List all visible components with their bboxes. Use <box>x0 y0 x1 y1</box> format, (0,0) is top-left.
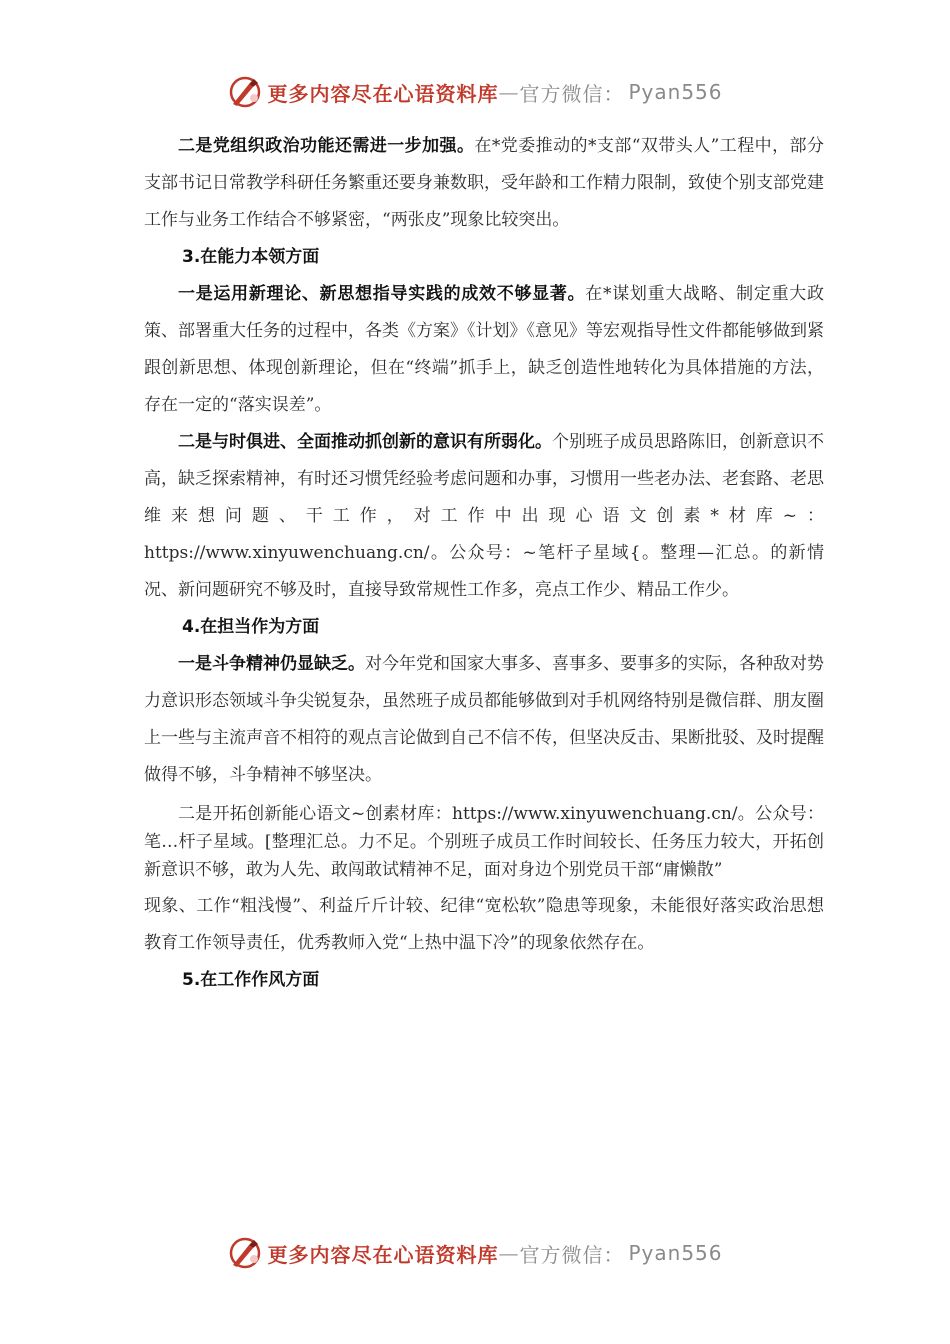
paragraph-lead: 二是党组织政治功能还需进一步加强。 <box>178 136 475 156</box>
paragraph-text: 在*党委推动的*支部“双带头人”工程中，部分支部书记日常教学科研任务繁重还要身兼数职，受年龄和工作精力限制，致使个别支部党建工作与业务工作结合不够紧密，“两张皮”现象比较突出。 <box>144 136 824 230</box>
paragraph <box>144 128 824 239</box>
paragraph: 二是开拓创新能心语文~创素材库：https://www.xinyuwenchuang.cn/。公众号：笔…杆子星域。[整理汇总。力不足。个别班子成员工作时间较长、任务压力较大，开拓创新意识不够，敢为人先、敢闯敢试精神不足，面对身边个别党员干部“庸懒散” <box>144 804 824 880</box>
paragraph-text: 对今年党和国家大事多、喜事多、要事多的实际，各种敌对势力意识形态领域斗争尖锐复杂，虽然班子成员都能够做到对手机网络特别是微信群、朋友圈上一些与主流声音不相符的观点言论做到自己不信不传，但坚决反击、果断批驳、及时提醒做得不够，斗争精神不够坚决。 <box>144 654 824 785</box>
pen-logo-icon <box>227 1235 263 1271</box>
section-heading: 3.在能力本领方面 <box>182 247 320 267</box>
banner-lead: 更多内容尽在心语资料库 <box>267 1242 499 1267</box>
paragraph-text: 个别班子成员思路陈旧，创新意识不高，缺乏探索精神，有时还习惯凭经验考虑问题和办事，习惯用一些老办法、老套路、老思维来想问题、干工作，对工作中出现心语文创素*材库~：https://www.xinyuwenchuang.cn/。公众号：~笔杆子星域{。整理—汇总。的新情况、新问题研究不够及时，直接导致常规性工作多，亮点工作少、精品工作少。 <box>144 432 824 600</box>
paragraph-continuation: 现象、工作“粗浅慢”、利益斤斤计较、纪律“宽松软”隐患等现象，未能很好落实政治思想教育工作领导责任，优秀教师入党“上热中温下冷”的现象依然存在。 <box>144 896 824 953</box>
paragraph-lead: 一是运用新理论、新思想指导实践的成效不够显著。 <box>178 284 586 304</box>
header-banner <box>0 74 950 110</box>
section-heading: 4.在担当作为方面 <box>182 617 320 637</box>
paragraph-lead: 一是斗争精神仍显缺乏。 <box>178 654 365 674</box>
section-heading: 5.在工作作风方面 <box>182 970 320 990</box>
banner-tail: 官方微信： <box>519 1242 625 1267</box>
banner-lead: 更多内容尽在心语资料库 <box>267 81 499 106</box>
paragraph-text: 在*谋划重大战略、制定重大政策、部署重大任务的过程中，各类《方案》《计划》《意见》等宏观指导性文件都能够做到紧跟创新思想、体现创新理论，但在“终端”抓手上，缺乏创造性地转化为具体措施的方法，存在一定的“落实误差”。 <box>144 284 825 415</box>
pen-logo-icon <box>227 74 263 110</box>
banner-tail: 官方微信： <box>519 81 625 106</box>
banner-handle: Pyan556 <box>628 80 723 104</box>
document-body <box>144 128 824 999</box>
banner-separator: — <box>498 1241 520 1265</box>
banner-separator: — <box>498 80 520 104</box>
banner-handle: Pyan556 <box>628 1241 723 1265</box>
paragraph <box>144 424 824 609</box>
paragraph <box>144 646 824 794</box>
paragraph-lead: 二是与时俱进、全面推动抓创新的意识有所弱化。 <box>178 432 552 452</box>
paragraph <box>144 276 824 424</box>
footer-banner <box>0 1235 950 1271</box>
